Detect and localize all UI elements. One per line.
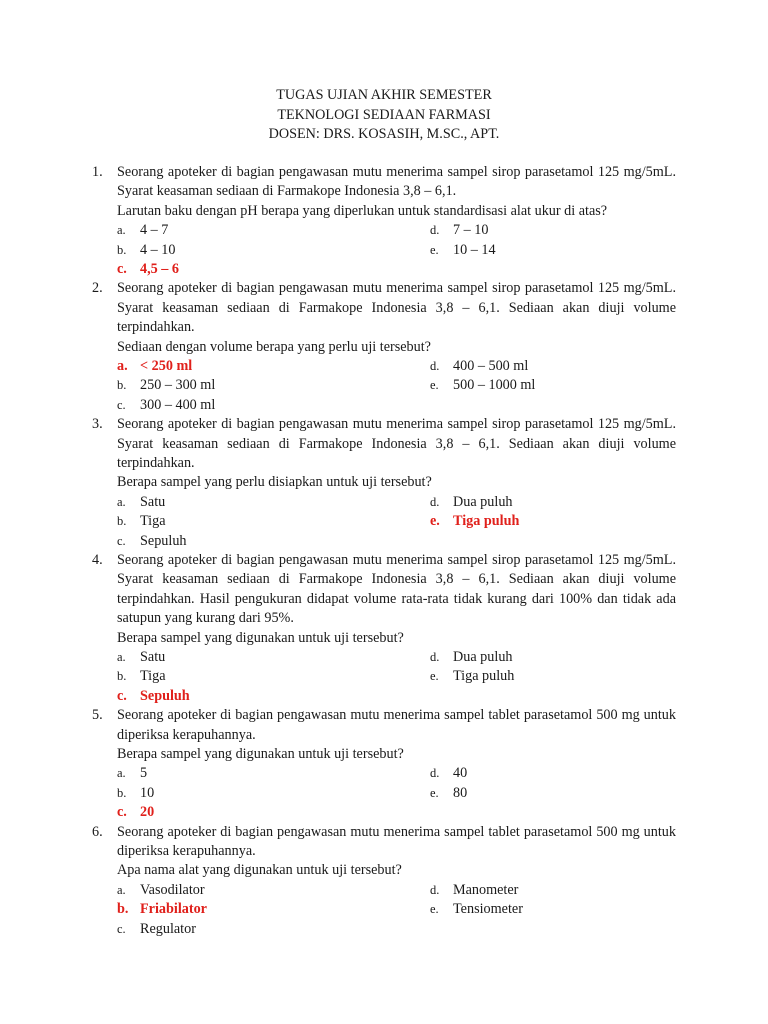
answer-options [117,493,676,551]
question-6 [92,823,676,939]
option-a: a. 4 – 7 [117,222,169,239]
question-stem: Seorang apoteker di bagian pengawasan mutu menerima sampel sirop parasetamol 125 mg/5mL. Syarat keasaman sediaan di Farmakope Indonesia 3,8 – 6,1. Sediaan akan diuji volume terpindahkan. [117,416,676,471]
option-e: e. Tiga puluh [430,668,515,685]
option-e: e. Tiga puluh [430,513,520,530]
option-e: e. 10 – 14 [430,241,496,258]
option-a: a. Vasodilator [117,881,205,898]
question-stem: Seorang apoteker di bagian pengawasan mutu menerima sampel sirop parasetamol 125 mg/5mL. Syarat keasaman sediaan di Farmakope Indonesia 3,8 – 6,1. Sediaan akan diuji volume terpindahkan. [117,280,676,336]
option-a: a. < 250 ml [117,358,193,375]
answer-options [117,764,676,822]
question-number: 1. [92,164,103,180]
question-number: 6. [92,823,103,840]
option-c: c. 300 – 400 ml [117,396,216,413]
option-e: e. 80 [430,784,468,801]
question-number: 4. [92,551,103,568]
option-c: c. Sepuluh [117,532,187,549]
option-e: e. 500 – 1000 ml [430,377,536,394]
option-d: d. 7 – 10 [430,222,489,239]
question-4 [92,551,676,706]
empty-cell [430,803,680,822]
question-prompt: Berapa sampel yang perlu disiapkan untuk uji tersebut? [117,474,432,491]
option-d: d. 40 [430,765,468,782]
option-d: d. Manometer [430,881,519,898]
question-prompt: Apa nama alat yang digunakan untuk uji tersebut? [117,862,402,879]
answer-options [117,648,676,706]
question-number: 3. [92,416,103,433]
header-course: TEKNOLOGI SEDIAAN FARMASI [277,106,491,123]
option-c: c. Sepuluh [117,687,190,704]
question-stem: Seorang apoteker di bagian pengawasan mutu menerima sampel tablet parasetamol 500 mg untuk diperiksa kerapuhannya. [117,823,676,859]
empty-cell [430,260,680,279]
option-b: b. Tiga [117,513,166,530]
option-e: e. Tensiometer [430,901,523,918]
question-stem: Seorang apoteker di bagian pengawasan mutu menerima sampel sirop parasetamol 125 mg/5mL. Syarat keasaman sediaan di Farmakope Indonesia 3,8 – 6,1. [117,164,676,200]
option-d: d. Dua puluh [430,649,513,666]
option-c: c. 20 [117,804,155,821]
question-prompt: Berapa sampel yang digunakan untuk uji tersebut? [117,746,404,762]
question-number: 2. [92,280,103,297]
question-list [92,163,676,939]
question-stem: Seorang apoteker di bagian pengawasan mutu menerima sampel tablet parasetamol 500 mg untuk diperiksa kerapuhannya. [117,707,676,743]
question-1 [92,163,676,279]
question-number: 5. [92,707,103,724]
question-5 [92,706,676,822]
option-b: b. 250 – 300 ml [117,377,216,394]
question-3 [92,415,676,551]
option-d: d. 400 – 500 ml [430,358,529,375]
empty-cell [430,687,680,706]
option-d: d. Dua puluh [430,493,513,510]
empty-cell [430,532,680,551]
empty-cell [430,396,680,415]
option-a: a. Satu [117,493,166,510]
answer-options [117,221,676,279]
option-b: b. 10 [117,784,155,801]
option-b: b. Friabilator [117,901,207,918]
document-header [0,86,768,145]
question-prompt: Berapa sampel yang digunakan untuk uji tersebut? [117,629,404,646]
option-b: b. Tiga [117,668,166,685]
header-lecturer: DOSEN: DRS. KOSASIH, M.SC., APT. [268,126,500,142]
answer-options [117,357,676,415]
option-a: a. Satu [117,649,166,666]
question-stem: Seorang apoteker di bagian pengawasan mutu menerima sampel sirop parasetamol 125 mg/5mL. Syarat keasaman sediaan di Farmakope Indonesia 3,8 – 6,1. Sediaan akan diuji volume terpindahkan. Hasil pengukuran didapat volume rata-rata tidak kurang dari 100% dan tidak ada satupun yang kurang dari 95%. [117,551,676,627]
option-c: c. Regulator [117,920,196,937]
answer-options [117,881,676,939]
option-a: a. 5 [117,765,148,782]
question-prompt: Larutan baku dengan pH berapa yang diperlukan untuk standardisasi alat ukur di atas? [117,202,608,219]
empty-cell [430,920,680,939]
header-title: TUGAS UJIAN AKHIR SEMESTER [276,87,492,103]
question-prompt: Sediaan dengan volume berapa yang perlu uji tersebut? [117,338,431,355]
option-b: b. 4 – 10 [117,241,176,258]
question-2 [92,279,676,415]
option-c: c. 4,5 – 6 [117,261,180,277]
